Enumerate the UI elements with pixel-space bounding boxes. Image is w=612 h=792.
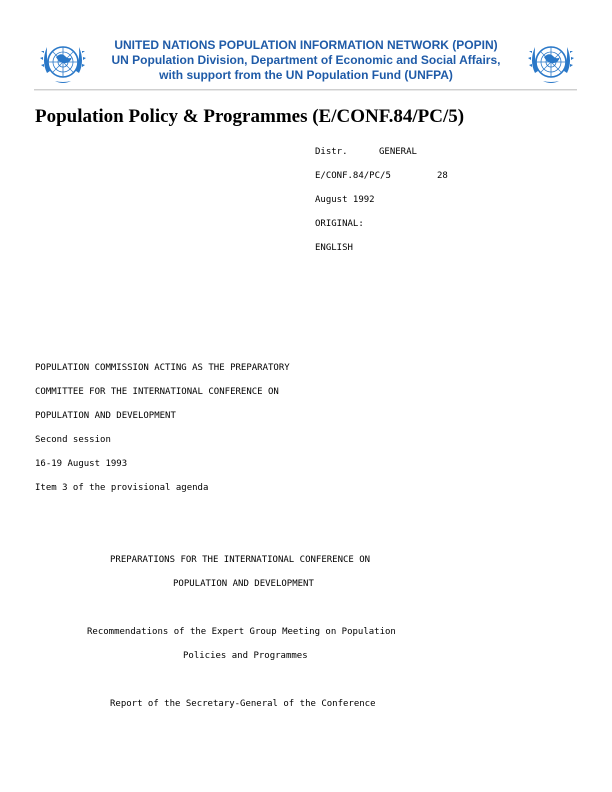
header-division-line: UN Population Division, Department of Economic and Social Affairs, xyxy=(111,53,501,67)
original-language: ENGLISH xyxy=(315,243,353,253)
header-divider xyxy=(34,89,577,91)
un-emblem-right-icon xyxy=(526,37,576,87)
distr-value: GENERAL xyxy=(379,147,417,157)
recommendations-title: Policies and Programmes xyxy=(183,651,308,661)
report-line: Report of the Secretary-General of the Conference xyxy=(110,699,376,709)
un-emblem-left-icon xyxy=(38,37,88,87)
document-day: 28 xyxy=(437,171,448,181)
document-symbol: E/CONF.84/PC/5 xyxy=(315,171,391,181)
committee-line: POPULATION AND DEVELOPMENT xyxy=(35,411,176,421)
header-support-line: with support from the UN Population Fund (UNFPA) xyxy=(159,68,453,82)
document-heading: PREPARATIONS FOR THE INTERNATIONAL CONFERENCE ON xyxy=(110,555,371,565)
committee-line: POPULATION COMMISSION ACTING AS THE PREPARATORY xyxy=(35,363,290,373)
agenda-item: Item 3 of the provisional agenda xyxy=(35,483,209,493)
session-line: Second session xyxy=(35,435,111,445)
distr-label: Distr. xyxy=(315,147,348,157)
page-title: Population Policy & Programmes (E/CONF.84/PC/5) xyxy=(35,106,465,127)
original-label: ORIGINAL: xyxy=(315,219,364,229)
document-heading: POPULATION AND DEVELOPMENT xyxy=(173,579,314,589)
session-dates: 16-19 August 1993 xyxy=(35,459,128,469)
document-date: August 1992 xyxy=(315,195,375,205)
header-network-title: UNITED NATIONS POPULATION INFORMATION NETWORK (POPIN) xyxy=(114,38,498,52)
committee-line: COMMITTEE FOR THE INTERNATIONAL CONFERENCE ON xyxy=(35,387,279,397)
recommendations-title: Recommendations of the Expert Group Meeting on Population xyxy=(87,627,396,637)
